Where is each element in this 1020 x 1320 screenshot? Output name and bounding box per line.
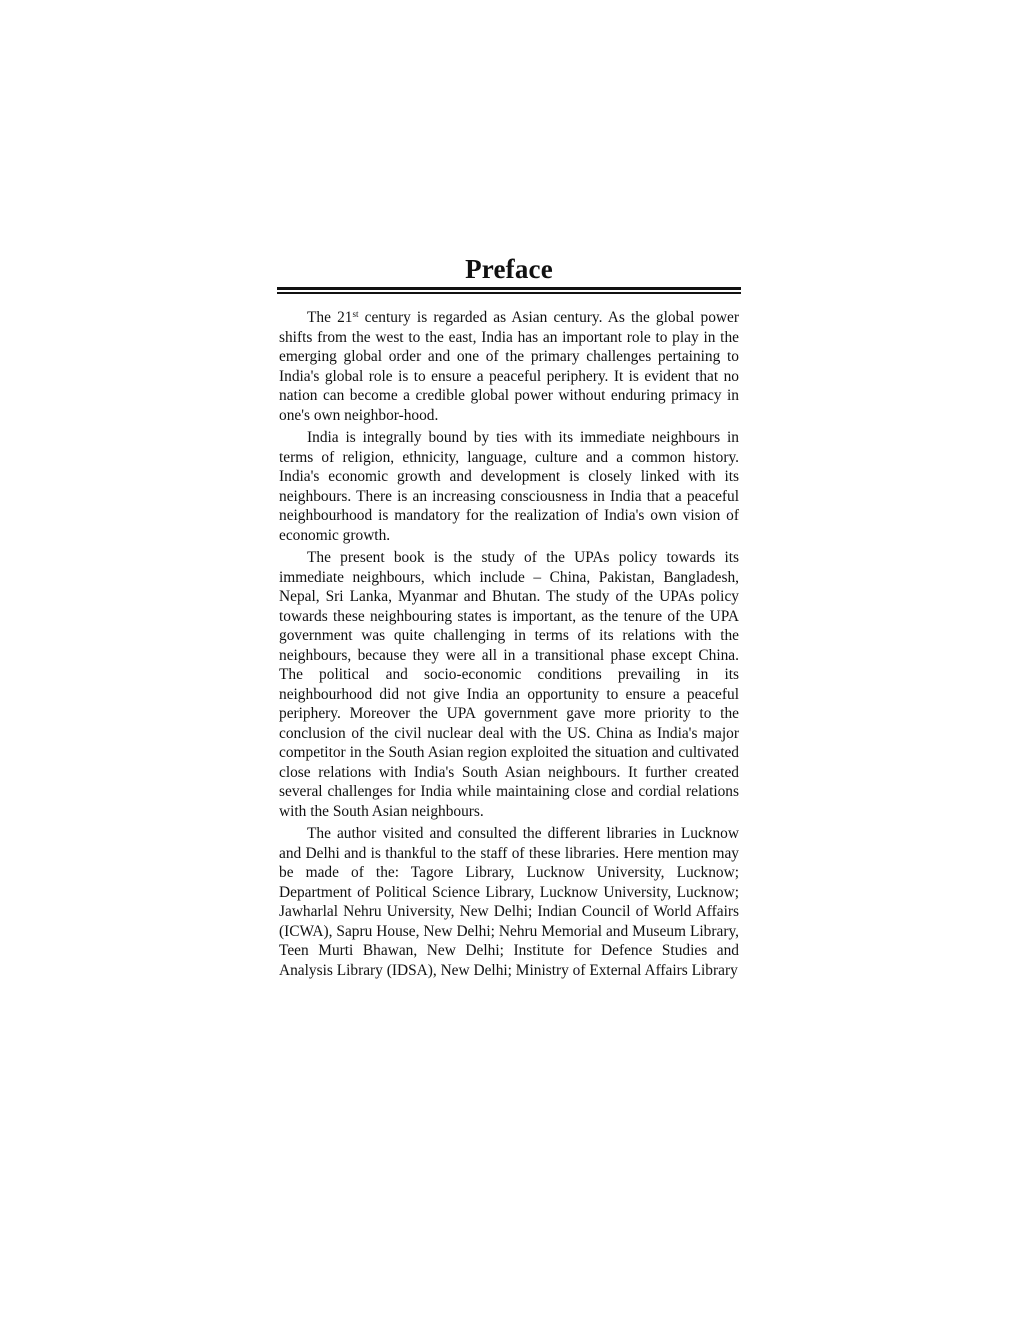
rule-thick-line	[277, 287, 741, 290]
preface-body	[279, 308, 739, 980]
paragraph-1	[279, 308, 739, 425]
paragraph-1-text: century is regarded as Asian century. As the global power shifts from the west to the east, India has an important role to play in the emerging global order and one of the primary challenges pertaining to India's global role is to ensure a peaceful periphery. It is evident that no nation can become a credible global power without enduring primacy in one's own neighbor-hood.	[279, 309, 739, 424]
page-title: Preface	[465, 254, 553, 284]
ordinal-superscript: st	[352, 309, 359, 319]
rule-thin-line	[277, 292, 741, 294]
paragraph-3: The present book is the study of the UPAs policy towards its immediate neighbours, which include – China, Pakistan, Bangladesh, Nepal, Sri Lanka, Myanmar and Bhutan. The study of the UPAs policy towards these neighbouring states is important, as the tenure of the UPA government was quite challenging in terms of its relations with the neighbours, because they were all in a transitional phase except China. The political and socio-economic conditions prevailing in its neighbourhood did not give India an opportunity to ensure a peaceful periphery. Moreover the UPA government gave more priority to the conclusion of the civil nuclear deal with the US. China as India's major competitor in the South Asian region exploited the situation and cultivated close relations with India's South Asian neighbours. It further created several challenges for India while maintaining close and cordial relations with the South Asian neighbours.	[279, 549, 739, 820]
document-page	[279, 252, 739, 983]
paragraph-4: The author visited and consulted the different libraries in Lucknow and Delhi and is thankful to the staff of these libraries. Here mention may be made of the: Tagore Library, Lucknow University, Lucknow; Department of Political Science Library, Lucknow University, Lucknow; Jawharlal Nehru University, New Delhi; Indian Council of World Affairs (ICWA), Sapru House, New Delhi; Nehru Memorial and Museum Library, Teen Murti Bhawan, New Delhi; Institute for Defence Studies and Analysis Library (IDSA), New Delhi; Ministry of External Affairs Library	[279, 825, 739, 979]
paragraph-2: India is integrally bound by ties with its immediate neighbours in terms of religion, ethnicity, language, culture and a common history. India's economic growth and development is closely linked with its neighbours. There is an increasing consciousness in India that a peaceful neighbourhood is mandatory for the realization of India's own vision of economic growth.	[279, 429, 739, 544]
title-double-rule	[277, 287, 741, 294]
paragraph-1-lead: The 21	[307, 309, 353, 326]
